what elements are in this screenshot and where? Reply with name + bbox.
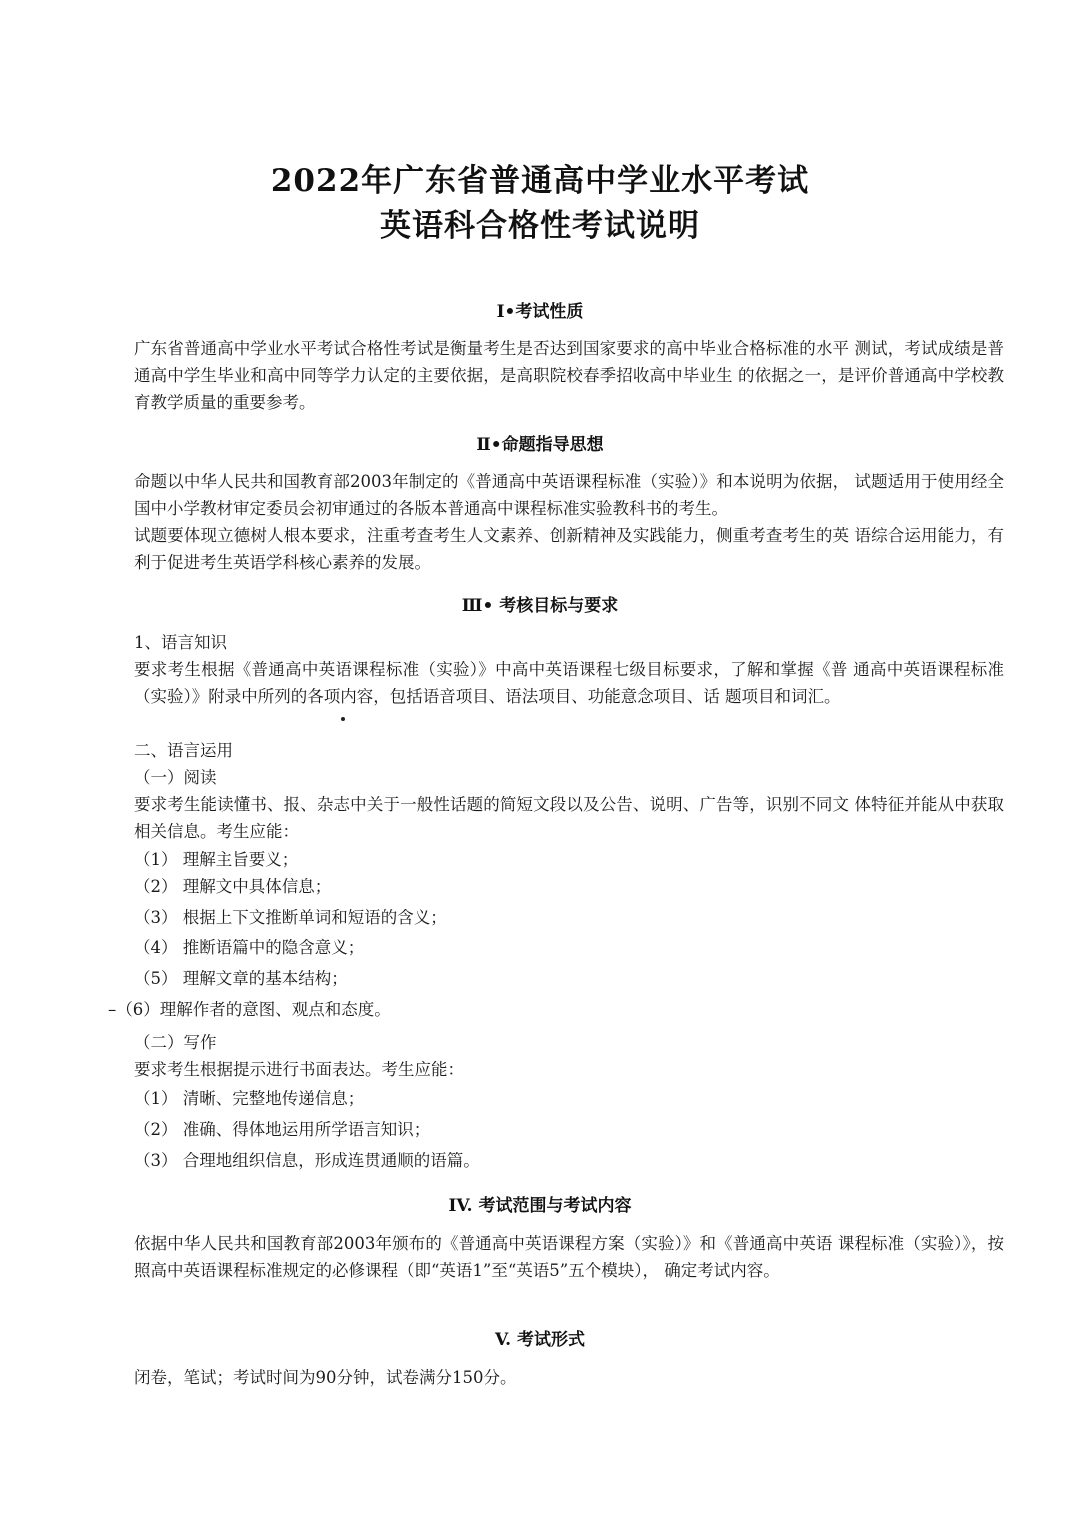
section1-paragraph: 广东省普通高中学业水平考试合格性考试是衡量考生是否达到国家要求的高中毕业合格标准的水平 测试，考试成绩是普通高中学生毕业和高中同等学力认定的主要依据，是高职院校春季招收高中毕业生 的依据之一，是评价普通高中学校教育教学质量的重要参考。 [134,339,1004,412]
section5-heading: V. 考试形式 [494,1330,586,1350]
reading-point: （1） 理解主旨要义； [134,850,299,869]
section5-paragraph: 闭卷，笔试；考试时间为90分钟，试卷满分150分。 [134,1368,517,1387]
reading-point: （5） 理解文章的基本结构； [134,969,348,988]
stray-dot [341,717,345,721]
document-title-line1: 2022年广东省普通高中学业水平考试 [270,163,810,199]
reading-point: （2） 理解文中具体信息； [134,877,332,896]
section2-heading: Ⅱ•命题指导思想 [476,435,604,455]
section4-heading: IV. 考试范围与考试内容 [448,1196,632,1216]
document-title-line2: 英语科合格性考试说明 [380,208,700,244]
reading-point: （4） 推断语篇中的隐含意义； [134,938,365,957]
writing-point: （3） 合理地组织信息，形成连贯通顺的语篇。 [134,1151,480,1170]
item1-text: 要求考生根据《普通高中英语课程标准（实验）》中高中英语课程七级目标要求，了解和掌握《普 通高中英语课程标准（实验）》附录中所列的各项内容，包括语音项目、语法项目、功能意念项目、话 题项目和词汇。 [134,660,1004,706]
item2-title: 二、语言运用 [134,741,233,760]
reading-point: （3） 根据上下文推断单词和短语的含义； [134,908,447,927]
section3-heading: Ⅲ• 考核目标与要求 [461,596,619,616]
section2-paragraph1: 命题以中华人民共和国教育部2003年制定的《普通高中英语课程标准（实验）》和本说明为依据， 试题适用于使用经全国中小学教材审定委员会初审通过的各版本普通高中课程标准实验教科书的考生。 [134,472,1004,518]
section4-paragraph: 依据中华人民共和国教育部2003年颁布的《普通高中英语课程方案（实验）》和《普通高中英语 课程标准（实验）》，按照高中英语课程标准规定的必修课程（即“英语1”至“英语5”五个模块）， 确定考试内容。 [134,1234,1004,1280]
writing-title: （二）写作 [134,1033,217,1052]
writing-point: （1） 清晰、完整地传递信息； [134,1089,365,1108]
reading-point: –（6）理解作者的意图、观点和态度。 [108,1000,391,1019]
item1-title: 1、语言知识 [134,633,227,652]
section1-heading: Ⅰ•考试性质 [496,302,584,322]
reading-title: （一）阅读 [134,768,217,787]
section2-paragraph2: 试题要体现立德树人根本要求，注重考查考生人文素养、创新精神及实践能力，侧重考查考生的英 语综合运用能力，有利于促进考生英语学科核心素养的发展。 [134,526,1004,572]
writing-text: 要求考生根据提示进行书面表达。考生应能： [134,1060,464,1079]
reading-text: 要求考生能读懂书、报、杂志中关于一般性话题的简短文段以及公告、说明、广告等，识别不同文 体特征并能从中获取相关信息。考生应能： [134,795,1004,841]
writing-point: （2） 准确、得体地运用所学语言知识； [134,1120,431,1139]
